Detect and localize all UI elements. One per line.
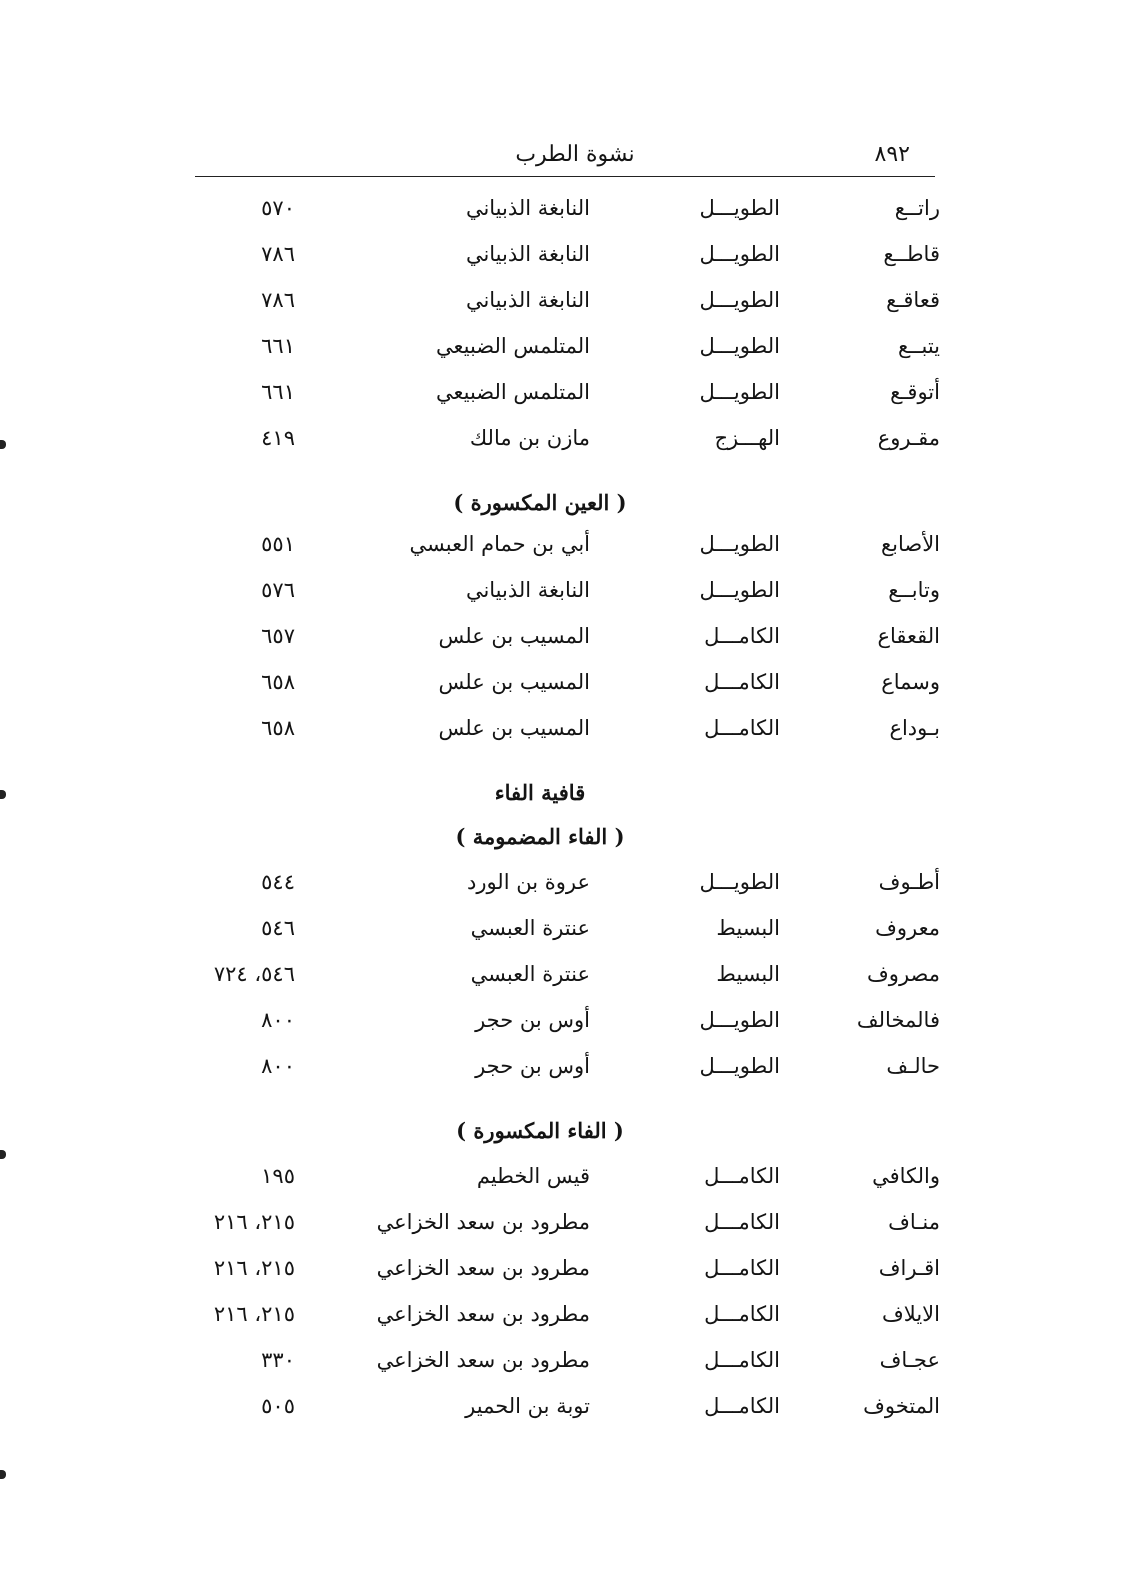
scan-speck xyxy=(0,1470,6,1479)
poet-name: عروة بن الورد xyxy=(466,870,590,894)
index-row xyxy=(180,288,940,320)
poet-name: المتلمس الضبيعي xyxy=(435,334,590,358)
poet-name: المسيب بن علس xyxy=(438,624,590,648)
section-heading: ( الفاء المضمومة ) xyxy=(455,824,625,849)
header-rule xyxy=(195,176,935,177)
rhyme-word: عجـاف xyxy=(879,1348,940,1372)
page-reference: ٦٥٨ xyxy=(261,670,295,694)
poet-name: عنترة العبسي xyxy=(470,916,590,940)
index-row xyxy=(180,962,940,994)
page-number: ٨٩٢ xyxy=(874,142,910,167)
section-heading: ( العين المكسورة ) xyxy=(453,490,627,515)
index-row xyxy=(180,242,940,274)
meter-name: الطويـــل xyxy=(699,1008,780,1032)
rhyme-word: الأصابع xyxy=(880,532,940,556)
meter-name: الطويـــل xyxy=(699,380,780,404)
section-heading: ( الفاء المكسورة ) xyxy=(456,1118,624,1143)
index-row xyxy=(180,1210,940,1242)
poet-name: المسيب بن علس xyxy=(438,716,590,740)
meter-name: الكامـــل xyxy=(704,1210,780,1234)
poet-name: المسيب بن علس xyxy=(438,670,590,694)
page-reference: ٢١٥، ٢١٦ xyxy=(213,1256,295,1280)
rhyme-word: وسماع xyxy=(881,670,940,694)
rhyme-word: يتبــع xyxy=(898,334,940,358)
page-reference: ٥٠٥ xyxy=(261,1394,295,1418)
poet-name: مطرود بن سعد الخزاعي xyxy=(376,1256,590,1280)
poet-name: مطرود بن سعد الخزاعي xyxy=(376,1210,590,1234)
rhyme-word: والكافي xyxy=(872,1164,940,1188)
poet-name: النابغة الذبياني xyxy=(465,242,590,266)
page-reference: ٢١٥، ٢١٦ xyxy=(213,1302,295,1326)
rhyme-word: حالـف xyxy=(886,1054,940,1078)
meter-name: البسيط xyxy=(716,962,780,986)
index-row xyxy=(180,334,940,366)
poet-name: قيس الخطيم xyxy=(476,1164,590,1188)
poet-name: مطرود بن سعد الخزاعي xyxy=(376,1348,590,1372)
poet-name: النابغة الذبياني xyxy=(465,196,590,220)
page-reference: ٥٧٦ xyxy=(261,578,295,602)
page-reference: ١٩٥ xyxy=(261,1164,295,1188)
index-row xyxy=(180,1348,940,1380)
index-row xyxy=(180,1054,940,1086)
meter-name: الطويـــل xyxy=(699,1054,780,1078)
rhyme-word: أتوقـع xyxy=(890,380,940,404)
meter-name: الكامـــل xyxy=(704,670,780,694)
poet-name: مطرود بن سعد الخزاعي xyxy=(376,1302,590,1326)
index-row xyxy=(180,578,940,610)
poet-name: أوس بن حجر xyxy=(475,1008,590,1032)
index-row xyxy=(180,426,940,458)
page-reference: ٨٠٠ xyxy=(261,1008,295,1032)
index-row xyxy=(180,1008,940,1040)
poet-name: أبي بن حمام العبسي xyxy=(409,532,590,556)
rhyme-word: بـوداع xyxy=(889,716,940,740)
page-reference: ٥٤٤ xyxy=(261,870,295,894)
page-reference: ٥٥١ xyxy=(261,532,295,556)
rhyme-word: وتابــع xyxy=(888,578,940,602)
rhyme-word: قعاقـع xyxy=(886,288,940,312)
meter-name: البسيط xyxy=(716,916,780,940)
meter-name: الكامـــل xyxy=(704,624,780,648)
page-reference: ٣٣٠ xyxy=(261,1348,295,1372)
index-row xyxy=(180,916,940,948)
meter-name: الطويـــل xyxy=(699,288,780,312)
meter-name: الطويـــل xyxy=(699,578,780,602)
poet-name: عنترة العبسي xyxy=(470,962,590,986)
meter-name: الطويـــل xyxy=(699,196,780,220)
poet-name: النابغة الذبياني xyxy=(465,288,590,312)
meter-name: الطويـــل xyxy=(699,870,780,894)
page-header xyxy=(195,136,935,180)
index-row xyxy=(180,196,940,228)
poet-name: النابغة الذبياني xyxy=(465,578,590,602)
index-row xyxy=(180,870,940,902)
index-row xyxy=(180,532,940,564)
index-row xyxy=(180,716,940,748)
rhyme-word: الايلاف xyxy=(882,1302,940,1326)
page-reference: ٥٧٠ xyxy=(261,196,295,220)
rhyme-word: فالمخالف xyxy=(856,1008,940,1032)
rhyme-word: منـاف xyxy=(888,1210,940,1234)
meter-name: الكامـــل xyxy=(704,1302,780,1326)
meter-name: الكامـــل xyxy=(704,716,780,740)
index-row xyxy=(180,1256,940,1288)
page-reference: ٢١٥، ٢١٦ xyxy=(213,1210,295,1234)
rhyme-word: المتخوف xyxy=(863,1394,940,1418)
index-row xyxy=(180,1394,940,1426)
page-reference: ٦٦١ xyxy=(261,334,295,358)
rhyme-word: راتــع xyxy=(894,196,940,220)
rhyme-word: القعقاع xyxy=(877,624,940,648)
meter-name: الهـــزج xyxy=(714,426,780,450)
meter-name: الطويـــل xyxy=(699,242,780,266)
rhyme-word: قاطــع xyxy=(883,242,940,266)
page-reference: ٦٦١ xyxy=(261,380,295,404)
meter-name: الكامـــل xyxy=(704,1394,780,1418)
running-title: نشوة الطرب xyxy=(515,142,635,167)
page-reference: ٧٨٦ xyxy=(261,288,295,312)
poet-name: مازن بن مالك xyxy=(469,426,590,450)
page-reference: ٥٤٦، ٧٢٤ xyxy=(213,962,295,986)
poet-name: أوس بن حجر xyxy=(475,1054,590,1078)
index-row xyxy=(180,670,940,702)
poet-name: توبة بن الحمير xyxy=(465,1394,590,1418)
page-reference: ٤١٩ xyxy=(261,426,295,450)
meter-name: الكامـــل xyxy=(704,1256,780,1280)
meter-name: الطويـــل xyxy=(699,334,780,358)
rhyme-word: مقـروع xyxy=(877,426,940,450)
rhyme-word: أطـوف xyxy=(878,870,940,894)
rhyme-word: اقـراف xyxy=(878,1256,940,1280)
scan-speck xyxy=(0,790,6,799)
scan-speck xyxy=(0,1150,6,1159)
page-reference: ٦٥٨ xyxy=(261,716,295,740)
meter-name: الطويـــل xyxy=(699,532,780,556)
page-reference: ٨٠٠ xyxy=(261,1054,295,1078)
page-reference: ٥٤٦ xyxy=(261,916,295,940)
poet-name: المتلمس الضبيعي xyxy=(435,380,590,404)
index-row xyxy=(180,1164,940,1196)
index-row xyxy=(180,624,940,656)
scan-speck xyxy=(0,440,6,449)
page-reference: ٦٥٧ xyxy=(261,624,295,648)
index-row xyxy=(180,1302,940,1334)
page-reference: ٧٨٦ xyxy=(261,242,295,266)
section-heading: قافية الفاء xyxy=(494,780,586,805)
rhyme-word: مصروف xyxy=(867,962,940,986)
index-row xyxy=(180,380,940,412)
meter-name: الكامـــل xyxy=(704,1348,780,1372)
rhyme-word: معروف xyxy=(875,916,940,940)
meter-name: الكامـــل xyxy=(704,1164,780,1188)
